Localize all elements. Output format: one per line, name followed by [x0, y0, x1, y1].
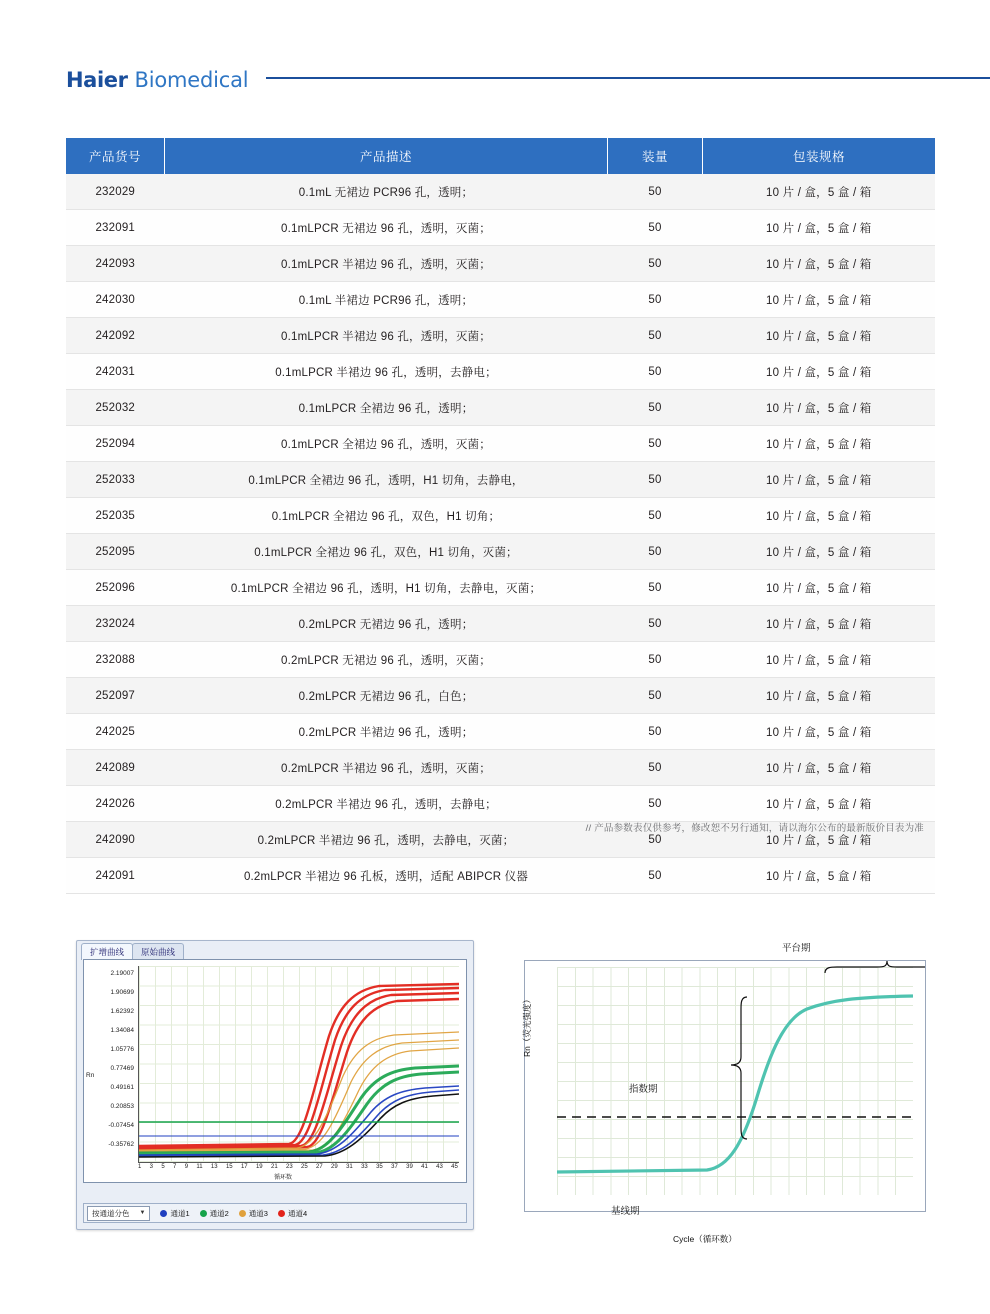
cell-product-description: 0.2mLPCR 无裙边 96 孔，白色；: [165, 678, 608, 714]
amplification-curve-software-figure: [76, 940, 476, 1240]
x-tick: 39: [406, 1164, 413, 1170]
cell-product-description: 0.1mLPCR 全裙边 96 孔，透明，灭菌；: [165, 426, 608, 462]
table-row: [66, 678, 935, 714]
cell-packaging: 10 片 / 盒，5 盒 / 箱: [703, 354, 936, 390]
logo-biomedical-text: Biomedical: [134, 68, 249, 92]
chevron-down-icon: ▼: [139, 1210, 146, 1216]
x-tick: 43: [436, 1164, 443, 1170]
cell-product-code: 232091: [66, 210, 165, 246]
column-header-product-code: 产品货号: [66, 138, 165, 174]
table-header-row: [66, 138, 935, 174]
cell-product-code: 242089: [66, 750, 165, 786]
amplification-curves-svg: [139, 966, 459, 1162]
x-tick: 9: [184, 1164, 189, 1170]
cell-product-code: 252035: [66, 498, 165, 534]
legend-item-channel3[interactable]: [239, 1208, 268, 1219]
software-tabs: [81, 943, 183, 960]
cell-packaging: 10 片 / 盒，5 盒 / 箱: [703, 318, 936, 354]
x-tick: 19: [255, 1164, 263, 1170]
legend-color-swatch-icon: [239, 1210, 246, 1217]
legend-label: 通道1: [170, 1208, 190, 1218]
cell-quantity: 50: [608, 534, 703, 570]
cell-packaging: 10 片 / 盒，5 盒 / 箱: [703, 246, 936, 282]
x-tick: 13: [210, 1164, 218, 1170]
y-tick: 1.05776: [110, 1046, 134, 1053]
table-row: [66, 714, 935, 750]
y-tick: -0.07454: [108, 1122, 134, 1129]
table-row: [66, 426, 935, 462]
y-tick: 0.77469: [110, 1065, 134, 1072]
cell-product-code: 242025: [66, 714, 165, 750]
table-body: [66, 174, 935, 894]
cell-product-description: 0.1mL 无裙边 PCR96 孔，透明；: [165, 174, 608, 210]
cell-product-description: 0.1mLPCR 半裙边 96 孔，透明，灭菌；: [165, 318, 608, 354]
cell-product-code: 252032: [66, 390, 165, 426]
cell-product-description: 0.1mLPCR 全裙边 96 孔，透明，H1 切角，去静电，: [165, 462, 608, 498]
column-header-packaging: 包装规格: [703, 138, 936, 174]
table-row: [66, 786, 935, 822]
cell-quantity: 50: [608, 282, 703, 318]
x-tick: 1: [138, 1164, 142, 1170]
figures-section: [0, 940, 990, 1270]
cell-product-description: 0.1mLPCR 半裙边 96 孔，透明，去静电；: [165, 354, 608, 390]
logo-haier-text: Haier: [66, 68, 128, 92]
x-tick: 7: [173, 1164, 177, 1170]
cell-product-code: 242092: [66, 318, 165, 354]
table-footnote: // 产品参数表仅供参考，修改恕不另行通知，请以海尔公布的最新版价目表为准: [585, 823, 924, 834]
x-tick: 5: [161, 1164, 165, 1170]
column-header-quantity: 装量: [608, 138, 703, 174]
product-spec-table: [66, 138, 935, 894]
cell-quantity: 50: [608, 426, 703, 462]
cell-packaging: 10 片 / 盒，5 盒 / 箱: [703, 570, 936, 606]
cell-product-code: 232024: [66, 606, 165, 642]
cell-quantity: 50: [608, 498, 703, 534]
cell-quantity: 50: [608, 570, 703, 606]
x-tick: 17: [240, 1164, 248, 1170]
software-window: [76, 940, 474, 1230]
cell-quantity: 50: [608, 246, 703, 282]
cell-quantity: 50: [608, 750, 703, 786]
legend-select-label: 按通道分色: [92, 1208, 130, 1218]
cell-product-description: 0.2mLPCR 半裙边 96 孔，透明，去静电；: [165, 786, 608, 822]
cell-product-description: 0.1mL 半裙边 PCR96 孔，透明；: [165, 282, 608, 318]
cell-product-description: 0.2mLPCR 半裙边 96 孔板，透明，适配 ABIPCR 仪器: [165, 858, 608, 894]
legend-color-swatch-icon: [278, 1210, 285, 1217]
legend-color-swatch-icon: [200, 1210, 207, 1217]
x-tick: 27: [316, 1164, 323, 1170]
table-row: [66, 498, 935, 534]
cell-packaging: 10 片 / 盒，5 盒 / 箱: [703, 786, 936, 822]
y-axis-tick-labels-left: [86, 964, 134, 1154]
annotation-plateau-phase: 平台期: [782, 943, 811, 954]
table-row: [66, 462, 935, 498]
tab-raw-curve[interactable]: 原始曲线: [132, 943, 184, 960]
y-tick: 1.90699: [110, 989, 134, 996]
legend-label: 通道3: [248, 1208, 268, 1218]
tab-amplification-curve[interactable]: 扩增曲线: [81, 943, 133, 960]
x-tick: 29: [331, 1164, 338, 1170]
cell-packaging: 10 片 / 盒，5 盒 / 箱: [703, 534, 936, 570]
cell-packaging: 10 片 / 盒，5 盒 / 箱: [703, 822, 936, 858]
cell-product-code: 242091: [66, 858, 165, 894]
cell-product-description: 0.1mLPCR 全裙边 96 孔，透明；: [165, 390, 608, 426]
x-tick: 35: [376, 1164, 383, 1170]
table-row: [66, 174, 935, 210]
annotation-baseline-phase: 基线期: [611, 1206, 640, 1217]
annotation-exponential-phase: 指数期: [629, 1084, 658, 1095]
cell-packaging: 10 片 / 盒，5 盒 / 箱: [703, 390, 936, 426]
y-tick: 1.62392: [110, 1008, 134, 1015]
cell-quantity: 50: [608, 642, 703, 678]
phase-braces-svg: [525, 961, 925, 1211]
table-row: [66, 282, 935, 318]
cell-quantity: 50: [608, 714, 703, 750]
table-row: [66, 390, 935, 426]
brand-logo: [66, 68, 248, 92]
x-tick: 21: [270, 1164, 278, 1170]
cell-packaging: 10 片 / 盒，5 盒 / 箱: [703, 282, 936, 318]
cell-quantity: 50: [608, 822, 703, 858]
x-tick: 37: [391, 1164, 398, 1170]
x-tick: 23: [286, 1164, 293, 1170]
cell-quantity: 50: [608, 354, 703, 390]
cell-packaging: 10 片 / 盒，5 盒 / 箱: [703, 462, 936, 498]
cell-product-code: 242093: [66, 246, 165, 282]
x-tick: 33: [361, 1164, 368, 1170]
cell-quantity: 50: [608, 858, 703, 894]
y-tick: 0.49161: [110, 1084, 134, 1091]
legend-item-channel1[interactable]: [160, 1208, 189, 1219]
table-row: [66, 534, 935, 570]
cell-product-description: 0.2mLPCR 半裙边 96 孔，透明；: [165, 714, 608, 750]
x-tick: 11: [196, 1164, 203, 1170]
table-row: [66, 750, 935, 786]
table-row: [66, 858, 935, 894]
plot-grid: [138, 966, 459, 1163]
cell-packaging: 10 片 / 盒，5 盒 / 箱: [703, 714, 936, 750]
table-row: [66, 246, 935, 282]
cell-product-description: 0.2mLPCR 无裙边 96 孔，透明；: [165, 606, 608, 642]
cell-quantity: 50: [608, 174, 703, 210]
x-tick: 41: [421, 1164, 428, 1170]
cell-product-code: 252097: [66, 678, 165, 714]
x-tick: 31: [346, 1164, 353, 1170]
table-row: [66, 210, 935, 246]
cell-product-code: 252096: [66, 570, 165, 606]
y-axis-title-left: Rn: [86, 1072, 95, 1079]
plot-area: [83, 959, 467, 1183]
cell-product-code: 252095: [66, 534, 165, 570]
legend-color-mode-select[interactable]: [87, 1206, 150, 1221]
cell-product-description: 0.1mLPCR 无裙边 96 孔，透明，灭菌；: [165, 210, 608, 246]
legend-item-channel4[interactable]: [278, 1208, 307, 1219]
x-axis-tick-labels-left: [138, 1164, 458, 1170]
table-row: [66, 318, 935, 354]
cell-packaging: 10 片 / 盒，5 盒 / 箱: [703, 174, 936, 210]
cell-product-code: 242031: [66, 354, 165, 390]
cell-quantity: 50: [608, 678, 703, 714]
x-tick: 3: [149, 1164, 154, 1170]
cell-product-description: 0.1mLPCR 全裙边 96 孔，双色，H1 切角；: [165, 498, 608, 534]
legend-label: 通道4: [287, 1208, 308, 1218]
legend-label: 通道2: [209, 1208, 229, 1218]
page-header: [0, 60, 990, 100]
table-row: [66, 642, 935, 678]
x-axis-title-right: Cycle（循环数）: [673, 1234, 737, 1244]
cell-packaging: 10 片 / 盒，5 盒 / 箱: [703, 210, 936, 246]
y-tick: 0.20853: [110, 1103, 134, 1110]
cell-product-description: 0.1mLPCR 全裙边 96 孔，透明，H1 切角，去静电，灭菌；: [165, 570, 608, 606]
x-tick: 45: [451, 1164, 458, 1170]
cell-product-description: 0.2mLPCR 无裙边 96 孔，透明，灭菌；: [165, 642, 608, 678]
cell-packaging: 10 片 / 盒，5 盒 / 箱: [703, 498, 936, 534]
cell-quantity: 50: [608, 318, 703, 354]
cell-quantity: 50: [608, 606, 703, 642]
cell-packaging: 10 片 / 盒，5 盒 / 箱: [703, 426, 936, 462]
cell-product-code: 232088: [66, 642, 165, 678]
column-header-product-description: 产品描述: [165, 138, 608, 174]
header-divider: [266, 77, 990, 79]
table-row: [66, 570, 935, 606]
cell-product-description: 0.1mLPCR 全裙边 96 孔，双色，H1 切角，灭菌；: [165, 534, 608, 570]
cell-quantity: 50: [608, 210, 703, 246]
cell-packaging: 10 片 / 盒，5 盒 / 箱: [703, 606, 936, 642]
table-row: [66, 354, 935, 390]
x-axis-title-left: 循环数: [274, 1175, 293, 1181]
table-row: [66, 606, 935, 642]
y-axis-title-right: Rn（荧光强度）: [522, 995, 532, 1057]
cell-packaging: 10 片 / 盒，5 盒 / 箱: [703, 750, 936, 786]
x-tick: 25: [301, 1164, 308, 1170]
amplification-phases-figure: [510, 940, 930, 1250]
y-tick: -0.35762: [108, 1141, 134, 1148]
cell-product-code: 232029: [66, 174, 165, 210]
cell-product-code: 252094: [66, 426, 165, 462]
legend-bar: [83, 1203, 467, 1223]
legend-color-swatch-icon: [160, 1210, 167, 1217]
cell-product-description: 0.2mLPCR 半裙边 96 孔，透明，灭菌；: [165, 750, 608, 786]
phases-plot-area: [522, 960, 926, 1244]
cell-quantity: 50: [608, 390, 703, 426]
y-tick: 1.34084: [110, 1027, 134, 1034]
cell-packaging: 10 片 / 盒，5 盒 / 箱: [703, 858, 936, 894]
cell-product-description: 0.1mLPCR 半裙边 96 孔，透明，灭菌；: [165, 246, 608, 282]
legend-item-channel2[interactable]: [200, 1208, 229, 1219]
cell-quantity: 50: [608, 786, 703, 822]
cell-product-code: 252033: [66, 462, 165, 498]
cell-packaging: 10 片 / 盒，5 盒 / 箱: [703, 642, 936, 678]
cell-product-description: 0.2mLPCR 半裙边 96 孔，透明，去静电，灭菌；: [165, 822, 608, 858]
cell-product-code: 242030: [66, 282, 165, 318]
x-tick: 15: [225, 1164, 233, 1170]
cell-product-code: 242026: [66, 786, 165, 822]
product-spec-table-wrapper: [66, 138, 924, 894]
cell-packaging: 10 片 / 盒，5 盒 / 箱: [703, 678, 936, 714]
cell-quantity: 50: [608, 462, 703, 498]
cell-product-code: 242090: [66, 822, 165, 858]
y-tick: 2.19007: [110, 970, 134, 977]
